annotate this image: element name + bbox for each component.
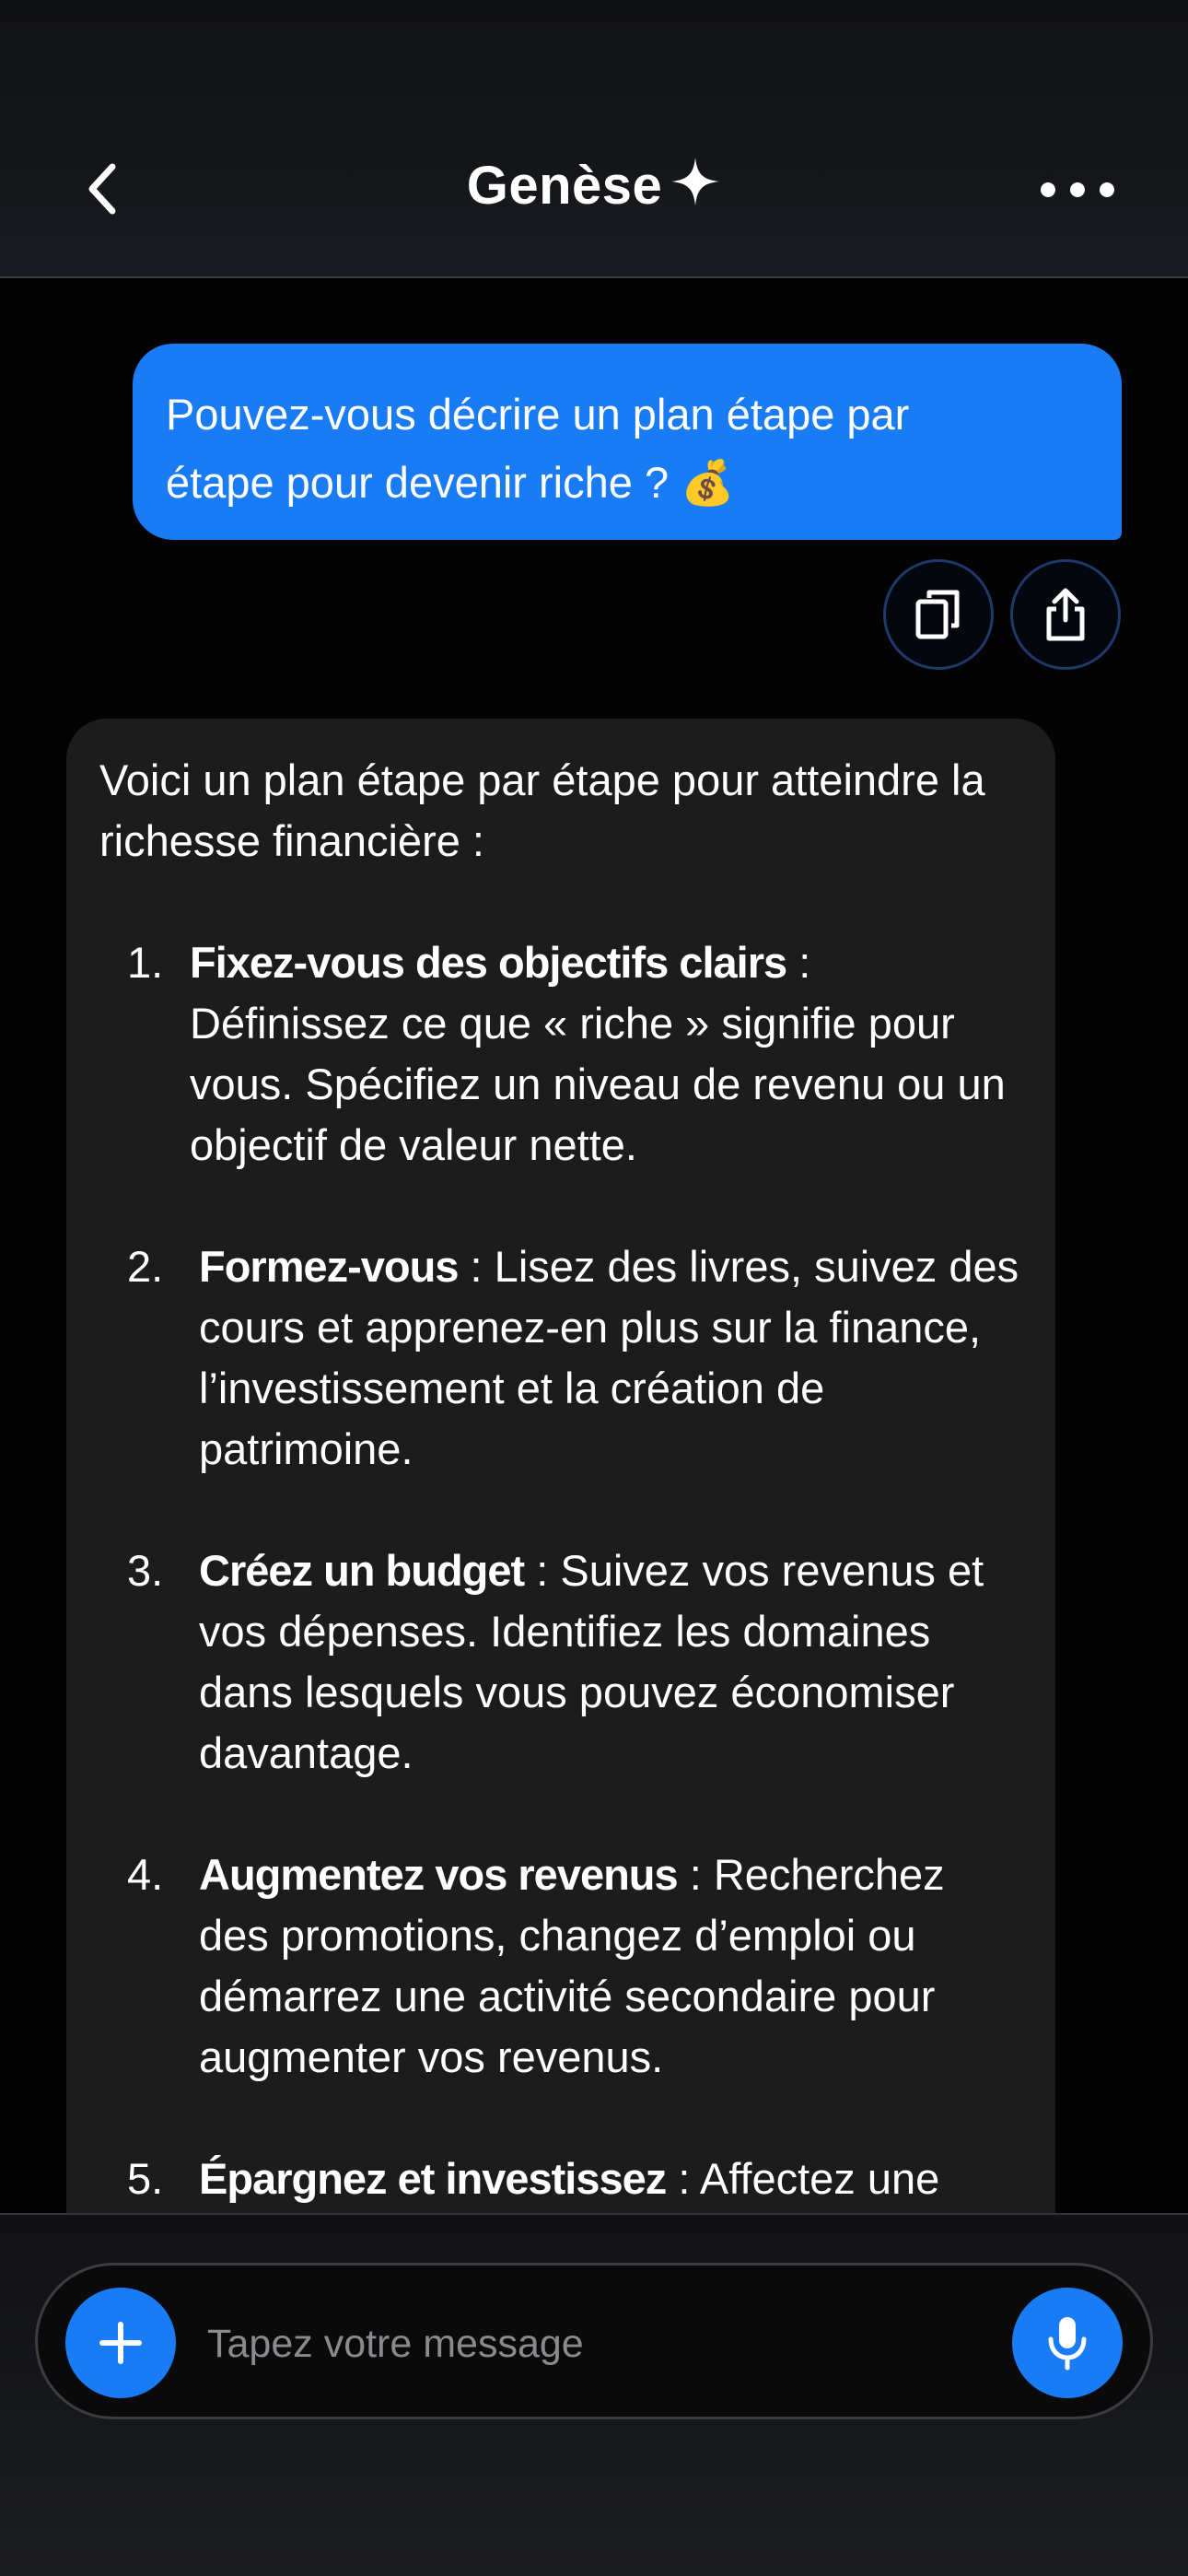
step-number: 2.	[127, 1242, 164, 1291]
more-options-button[interactable]	[1041, 171, 1114, 208]
step-text: : Recherchez des promotions, changez d’emploi ou démarrez une activité secondaire pour augmenter vos revenus.	[199, 1850, 945, 2081]
step-item	[99, 2149, 1022, 2209]
message-composer	[35, 2263, 1153, 2419]
step-body	[182, 932, 1022, 1176]
assistant-message-bubble[interactable]	[66, 719, 1055, 2285]
composer-bar	[0, 2213, 1188, 2576]
step-text: : Affectez une	[666, 2154, 940, 2203]
steps-list	[99, 932, 1022, 2209]
step-body	[192, 1236, 1022, 1480]
message-input[interactable]	[207, 2293, 981, 2395]
step-title: Augmentez vos revenus	[199, 1850, 678, 1899]
microphone-button[interactable]	[1012, 2288, 1123, 2398]
step-title: Fixez-vous des objectifs clairs	[190, 938, 787, 987]
more-dot	[1070, 182, 1085, 197]
step-item	[99, 1236, 1022, 1480]
step-title: Formez-vous	[199, 1242, 459, 1291]
money-bag-emoji: 💰	[681, 458, 735, 507]
step-text: : Lisez des livres, suivez des cours et apprenez-en plus sur la finance, l’investissement et la création de patrimoine.	[199, 1242, 1019, 1473]
user-message-line2: étape pour devenir riche ?	[166, 458, 670, 507]
share-icon	[1042, 587, 1089, 642]
step-body	[192, 2149, 1022, 2209]
page-title	[0, 155, 1188, 220]
sparkle-icon	[670, 156, 721, 220]
step-body	[192, 1844, 1022, 2088]
assistant-intro: Voici un plan étape par étape pour atteindre la richesse financière :	[99, 755, 985, 865]
user-message-line1: Pouvez-vous décrire un plan étape par	[166, 390, 910, 439]
step-title: Créez un budget	[199, 1546, 525, 1595]
step-item	[99, 1844, 1022, 2088]
share-button[interactable]	[1010, 559, 1121, 670]
title-text: Genèse	[466, 156, 663, 216]
user-message-line2-row	[166, 449, 1089, 517]
step-number: 5.	[127, 2154, 164, 2203]
step-text: : Suivez vos revenus et vos dépenses. Identifiez les domaines dans lesquels vous pouvez économiser davantage.	[199, 1546, 984, 1777]
header	[0, 0, 1188, 278]
step-number: 3.	[127, 1546, 164, 1595]
plus-icon	[99, 2321, 143, 2365]
microphone-icon	[1047, 2315, 1088, 2371]
user-message-bubble[interactable]	[133, 344, 1122, 540]
step-item	[99, 1540, 1022, 1784]
more-dot	[1041, 182, 1055, 197]
more-dot	[1100, 182, 1114, 197]
step-body	[192, 1540, 1022, 1784]
step-text: : Définissez ce que « riche » signifie pour vous. Spécifiez un niveau de revenu ou un objectif de valeur nette.	[190, 938, 1006, 1169]
copy-button[interactable]	[883, 559, 994, 670]
step-item	[99, 932, 1022, 1176]
step-title: Épargnez et investissez	[199, 2154, 667, 2203]
step-number: 4.	[127, 1850, 164, 1899]
copy-icon	[914, 589, 962, 640]
add-attachment-button[interactable]	[65, 2288, 176, 2398]
step-number: 1.	[127, 938, 164, 987]
